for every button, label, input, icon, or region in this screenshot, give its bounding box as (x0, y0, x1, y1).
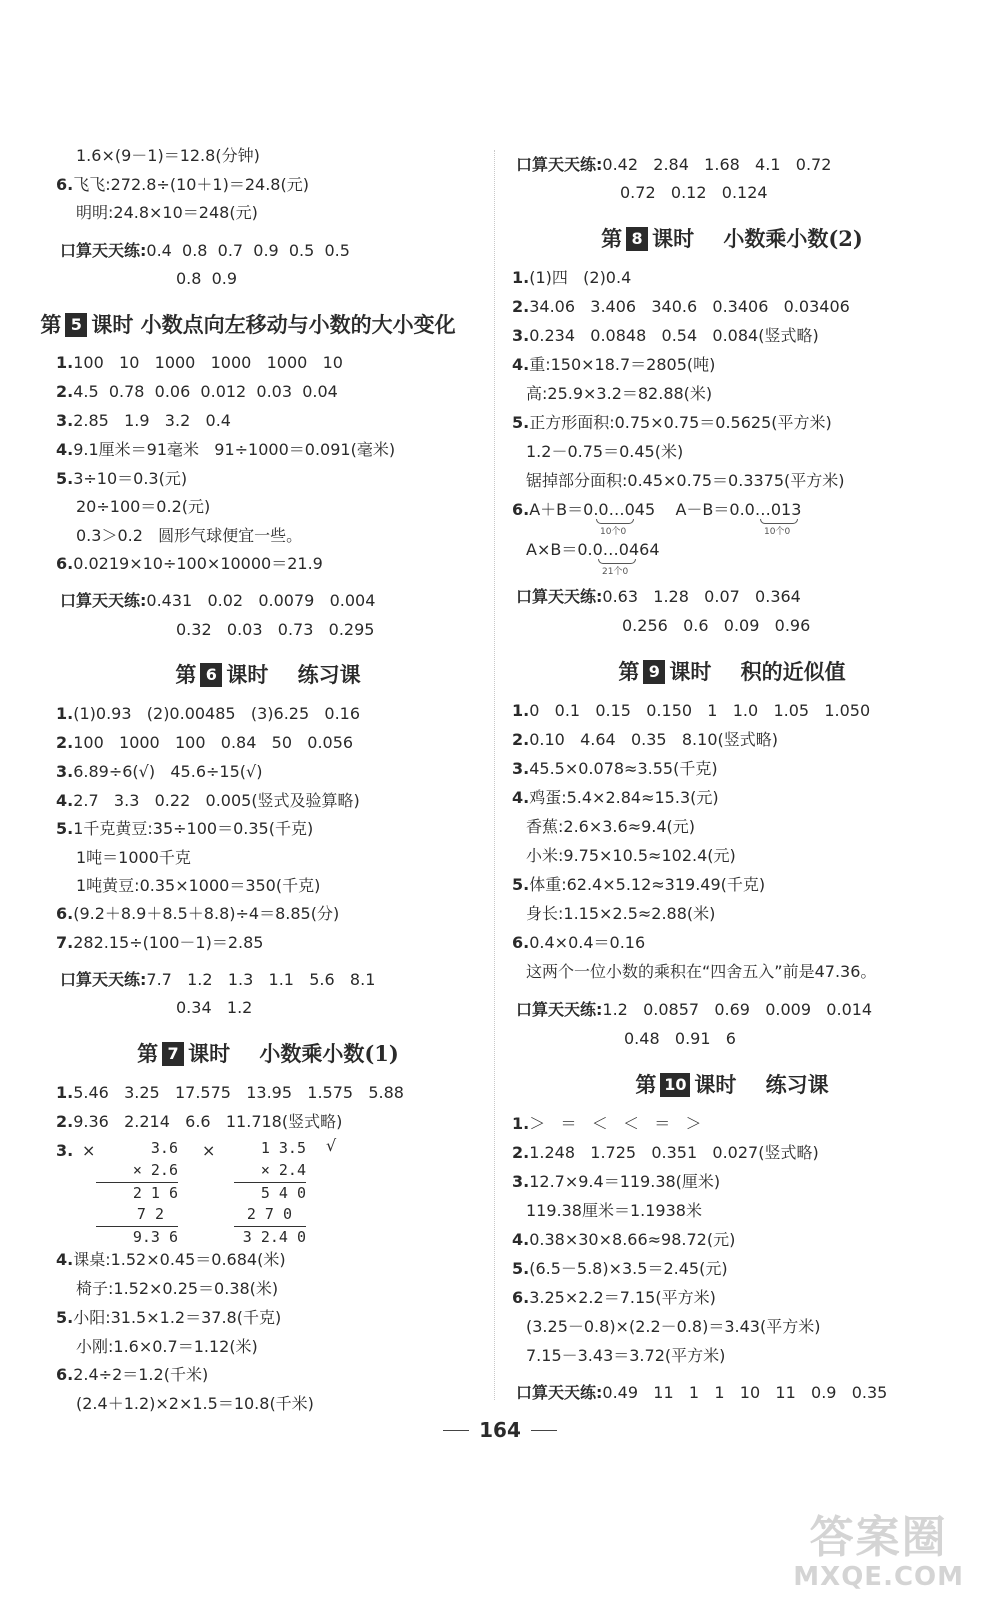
lesson-heading: 第 6 课时 练习课 (175, 662, 361, 687)
lesson-heading: 第 7 课时 小数乘小数(1) (137, 1041, 399, 1066)
answer-line: 椅子:1.52×0.25＝0.38(米) (76, 1279, 279, 1298)
mental-math-line: 口算天天练:0.63 1.28 0.07 0.364 (516, 587, 801, 606)
answer-line: 1.(1)0.93 (2)0.00485 (3)6.25 0.16 (56, 704, 361, 723)
mental-math-line: 口算天天练:0.49 11 1 1 10 11 0.9 0.35 (516, 1383, 888, 1402)
answer-line: A×B＝0.0…0464 (526, 540, 660, 559)
mental-math-line: 0.48 0.91 6 (624, 1029, 736, 1048)
answer-line: 这两个一位小数的乘积在“四舍五入”前是47.36。 (526, 962, 877, 981)
lesson-number-badge: 5 (65, 313, 87, 337)
answer-line: 2.9.36 2.214 6.6 11.718(竖式略) (56, 1112, 343, 1131)
zero-count-label: 10个0 (764, 527, 791, 537)
answer-line: 2.34.06 3.406 340.6 0.3406 0.03406 (512, 297, 850, 316)
lesson-number-badge: 10 (660, 1073, 690, 1097)
lesson-heading: 第 8 课时 小数乘小数(2) (601, 226, 863, 251)
answer-line: 1.2－0.75＝0.45(米) (526, 442, 684, 461)
answer-line: 2.4.5 0.78 0.06 0.012 0.03 0.04 (56, 382, 338, 401)
answer-line: 1.6×(9－1)＝12.8(分钟) (76, 146, 260, 165)
zero-count-label: 10个0 (600, 527, 627, 537)
check-mark: √ (326, 1136, 337, 1155)
answer-line: 小刚:1.6×0.7＝1.12(米) (76, 1337, 258, 1356)
answer-line: 小米:9.75×10.5≈102.4(元) (526, 846, 736, 865)
vertical-calculation: 1 3.5 × 2.4 5 4 0 2 7 0 3 2.4 0 (234, 1138, 306, 1248)
answer-line: 5.体重:62.4×5.12≈319.49(千克) (512, 875, 766, 894)
answer-line: 4.0.38×30×8.66≈98.72(元) (512, 1230, 736, 1249)
answer-line: 0.3＞0.2 圆形气球便宜一些。 (76, 526, 303, 545)
watermark-url-text: MXQE.COM (793, 1562, 964, 1592)
answer-line: 高:25.9×3.2＝82.88(米) (526, 384, 713, 403)
mental-math-line: 口算天天练:7.7 1.2 1.3 1.1 5.6 8.1 (60, 970, 376, 989)
answer-line: 6.(9.2＋8.9＋8.5＋8.8)÷4＝8.85(分) (56, 904, 340, 923)
answer-line: 2.100 1000 100 0.84 50 0.056 (56, 733, 354, 752)
answer-line: 1.5.46 3.25 17.575 13.95 1.575 5.88 (56, 1083, 404, 1102)
answer-line: 身长:1.15×2.5≈2.88(米) (526, 904, 716, 923)
mental-math-line: 口算天天练:1.2 0.0857 0.69 0.009 0.014 (516, 1000, 873, 1019)
answer-line: 2.0.10 4.64 0.35 8.10(竖式略) (512, 730, 778, 749)
vertical-calculation: 3.6 × 2.6 2 1 6 7 2 9.3 6 (96, 1138, 178, 1248)
answer-line: 3.45.5×0.078≈3.55(千克) (512, 759, 718, 778)
answer-line: 明明:24.8×10＝248(元) (76, 203, 258, 222)
wrong-mark: × (202, 1141, 216, 1160)
answer-line: 5.正方形面积:0.75×0.75＝0.5625(平方米) (512, 413, 832, 432)
answer-line: 4.重:150×18.7＝2805(吨) (512, 355, 716, 374)
lesson-heading: 第 10 课时 练习课 (635, 1072, 829, 1097)
answer-line: 1.0 0.1 0.15 0.150 1 1.0 1.05 1.050 (512, 701, 871, 720)
answer-line: (3.25－0.8)×(2.2－0.8)＝3.43(平方米) (526, 1317, 821, 1336)
answer-line: 3.2.85 1.9 3.2 0.4 (56, 411, 231, 430)
lesson-heading: 第 5 课时 小数点向左移动与小数的大小变化 (40, 312, 456, 337)
mental-math-line: 0.32 0.03 0.73 0.295 (176, 620, 375, 639)
answer-line: 1.＞ ＝ ＜ ＜ ＝ ＞ (512, 1114, 702, 1133)
column-divider (494, 150, 495, 1400)
answer-line: 3.0.234 0.0848 0.54 0.084(竖式略) (512, 326, 819, 345)
watermark-logo-text: 答案圈 (809, 1512, 948, 1563)
answer-line: 6.0.4×0.4＝0.16 (512, 933, 646, 952)
mental-math-line: 0.8 0.9 (176, 269, 238, 288)
answer-line: 7.15－3.43＝3.72(平方米) (526, 1346, 726, 1365)
answer-line: 2.1.248 1.725 0.351 0.027(竖式略) (512, 1143, 819, 1162)
answer-line: 1.(1)四 (2)0.4 (512, 268, 632, 287)
answer-line: 5.3÷10＝0.3(元) (56, 469, 188, 488)
footer-dash (531, 1430, 557, 1431)
zero-count-label: 21个0 (602, 567, 629, 577)
lesson-number-badge: 9 (643, 660, 665, 684)
answer-line: 6.0.0219×10÷100×10000＝21.9 (56, 554, 323, 573)
answer-line: 锯掉部分面积:0.45×0.75＝0.3375(平方米) (526, 471, 845, 490)
answer-line: 3. (56, 1141, 74, 1160)
answer-line: 3.12.7×9.4＝119.38(厘米) (512, 1172, 721, 1191)
answer-line: 5.小阳:31.5×1.2＝37.8(千克) (56, 1308, 282, 1327)
answer-line: 香蕉:2.6×3.6≈9.4(元) (526, 817, 696, 836)
lesson-number-badge: 8 (626, 227, 648, 251)
answer-line: 7.282.15÷(100－1)＝2.85 (56, 933, 264, 952)
mental-math-line: 0.256 0.6 0.09 0.96 (622, 616, 811, 635)
watermark (793, 1514, 964, 1592)
mental-math-line: 口算天天练:0.42 2.84 1.68 4.1 0.72 (516, 155, 832, 174)
mental-math-line: 0.72 0.12 0.124 (620, 183, 768, 202)
answer-line: 5.(6.5－5.8)×3.5＝2.45(元) (512, 1259, 728, 1278)
answer-line: 119.38厘米＝1.1938米 (526, 1201, 702, 1220)
lesson-number-badge: 6 (200, 663, 222, 687)
answer-line: 6.飞飞:272.8÷(10＋1)＝24.8(元) (56, 175, 309, 194)
lesson-number-badge: 7 (162, 1042, 184, 1066)
answer-line: 5.1千克黄豆:35÷100＝0.35(千克) (56, 819, 314, 838)
answer-line: 4.9.1厘米＝91毫米 91÷1000＝0.091(毫米) (56, 440, 396, 459)
answer-line: 20÷100＝0.2(元) (76, 497, 211, 516)
mental-math-line: 口算天天练:0.4 0.8 0.7 0.9 0.5 0.5 (60, 241, 350, 260)
answer-line: 1吨黄豆:0.35×1000＝350(千克) (76, 876, 321, 895)
mental-math-line: 口算天天练:0.431 0.02 0.0079 0.004 (60, 591, 376, 610)
answer-line: 6.2.4÷2＝1.2(千米) (56, 1365, 209, 1384)
footer-dash (443, 1430, 469, 1431)
answer-line: 1吨＝1000千克 (76, 848, 191, 867)
answer-line: 6.3.25×2.2＝7.15(平方米) (512, 1288, 716, 1307)
answer-line: 4.课桌:1.52×0.45＝0.684(米) (56, 1250, 286, 1269)
lesson-heading: 第 9 课时 积的近似值 (618, 659, 846, 684)
answer-line: 4.鸡蛋:5.4×2.84≈15.3(元) (512, 788, 719, 807)
answer-line: (2.4＋1.2)×2×1.5＝10.8(千米) (76, 1394, 314, 1413)
mental-math-line: 0.34 1.2 (176, 998, 253, 1017)
answer-line: 3.6.89÷6(√) 45.6÷15(√) (56, 762, 263, 781)
answer-line: 6.A＋B＝0.0…045 A－B＝0.0…013 (512, 500, 802, 519)
wrong-mark: × (82, 1141, 96, 1160)
page-number: 164 (479, 1418, 521, 1442)
answer-line: 4.2.7 3.3 0.22 0.005(竖式及验算略) (56, 791, 360, 810)
answer-line: 1.100 10 1000 1000 1000 10 (56, 353, 343, 372)
page-footer (0, 1418, 1000, 1442)
